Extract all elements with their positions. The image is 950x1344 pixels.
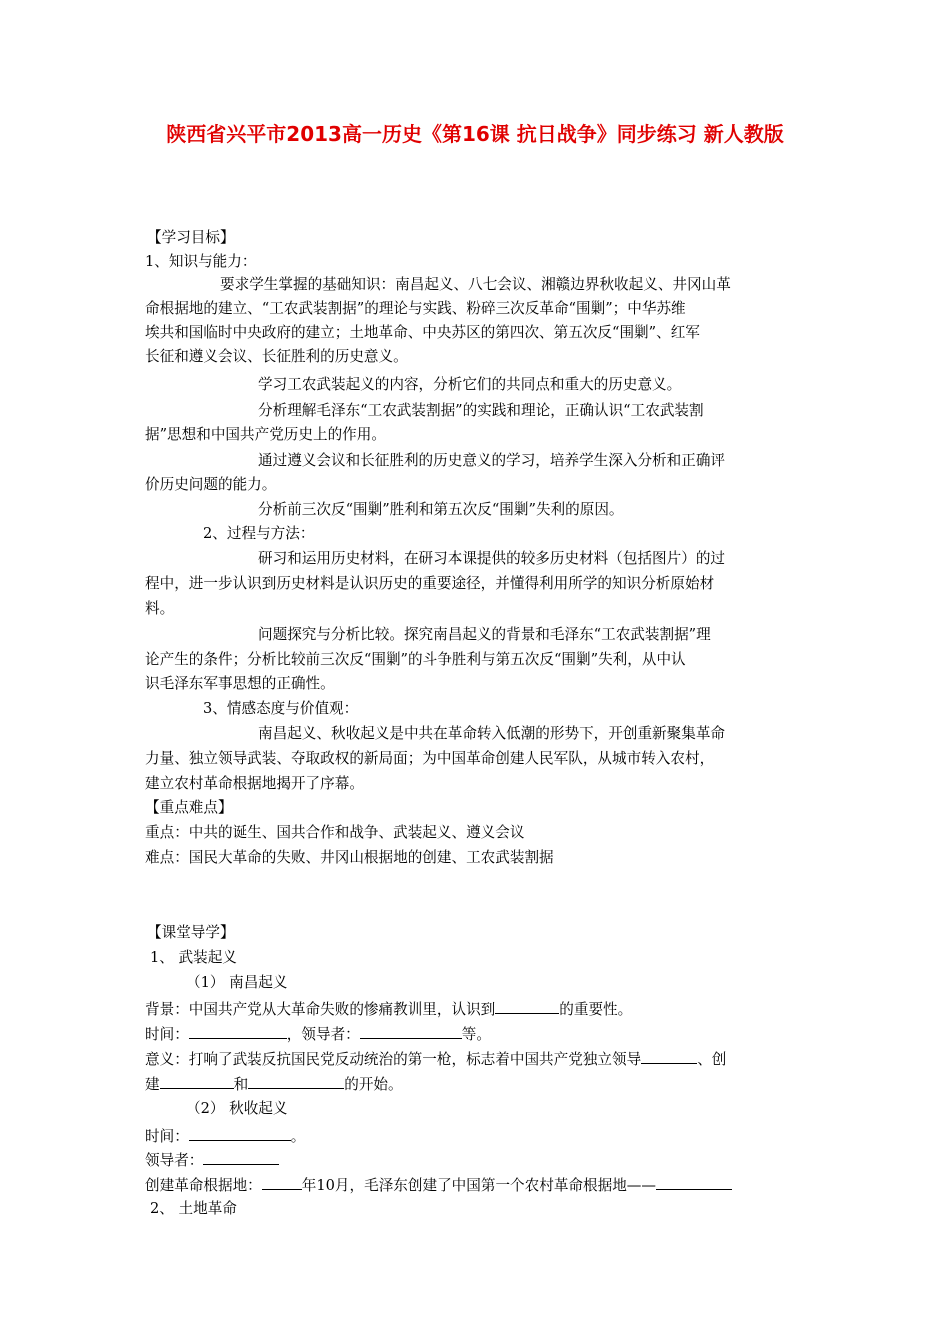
paragraph-line: 命根据地的建立、“工农武装割据”的理论与实践、粉碎三次反革命“围剿”；中华苏维	[145, 300, 686, 317]
fill-in-blank[interactable]	[189, 1023, 287, 1039]
exercise-autumn-time	[145, 1125, 305, 1147]
paragraph-line: 分析前三次反“围剿”胜利和第五次反“围剿”失利的原因。	[258, 501, 624, 518]
paragraph-line: 分析理解毛泽东“工农武装割据”的实践和理论，正确认识“工农武装割	[258, 402, 704, 419]
document-title: 陕西省兴平市2013高一历史《第16课 抗日战争》同步练习 新人教版	[166, 122, 784, 146]
topic-heading-nanchang: （1） 南昌起义	[186, 974, 288, 991]
section-heading-guide: 【课堂导学】	[147, 924, 235, 941]
exercise-background	[145, 998, 632, 1020]
exercise-autumn-leader	[145, 1149, 279, 1171]
fill-in-blank[interactable]	[656, 1174, 732, 1190]
topic-heading-armed-uprising: 1、 武装起义	[150, 949, 237, 966]
paragraph-line: 长征和遵义会议、长征胜利的历史意义。	[145, 348, 408, 365]
paragraph-line: 力量、独立领导武装、夺取政权的新局面；为中国革命创建人民军队，从城市转入农村，	[145, 750, 715, 767]
exercise-text: 创建革命根据地：	[145, 1177, 262, 1194]
fill-in-blank[interactable]	[203, 1149, 279, 1165]
exercise-text: 的开始。	[344, 1076, 403, 1093]
paragraph-line: 学习工农武装起义的内容，分析它们的共同点和重大的历史意义。	[258, 376, 682, 393]
paragraph-line: 问题探究与分析比较。探究南昌起义的背景和毛泽东“工农武装割据”理	[258, 626, 711, 643]
fill-in-blank[interactable]	[248, 1073, 344, 1089]
subheading-knowledge: 1、知识与能力：	[145, 253, 257, 270]
paragraph-line: 识毛泽东军事思想的正确性。	[145, 675, 335, 692]
paragraph-line: 埃共和国临时中央政府的建立；土地革命、中央苏区的第四次、第五次反“围剿”、红军	[145, 324, 700, 341]
topic-heading-land-revolution: 2、 土地革命	[150, 1200, 237, 1217]
exercise-text: 和	[233, 1076, 249, 1093]
topic-heading-autumn-harvest: （2） 秋收起义	[186, 1100, 288, 1117]
section-heading-key-points: 【重点难点】	[145, 799, 233, 816]
paragraph-line: 研习和运用历史材料，在研习本课提供的较多历史材料（包括图片）的过	[258, 550, 726, 567]
exercise-text: 等。	[461, 1026, 491, 1043]
fill-in-blank[interactable]	[360, 1023, 462, 1039]
paragraph-line: 料。	[145, 600, 175, 617]
exercise-text: 年10月，毛泽东创建了中国第一个农村革命根据地——	[301, 1177, 656, 1194]
paragraph-line: 论产生的条件；分析比较前三次反“围剿”的斗争胜利与第五次反“围剿”失利，从中认	[145, 651, 686, 668]
exercise-text: 、创	[697, 1051, 727, 1068]
section-heading-objectives: 【学习目标】	[147, 229, 235, 246]
exercise-text: 建	[145, 1076, 160, 1093]
exercise-text: ，领导者：	[286, 1026, 360, 1043]
exercise-significance	[145, 1048, 726, 1070]
fill-in-blank[interactable]	[641, 1048, 697, 1064]
subheading-process: 2、过程与方法：	[203, 525, 315, 542]
paragraph-line: 建立农村革命根据地揭开了序幕。	[145, 775, 364, 792]
paragraph-line: 价历史问题的能力。	[145, 476, 277, 493]
fill-in-blank[interactable]	[189, 1125, 291, 1141]
paragraph-line: 要求学生掌握的基础知识：南昌起义、八七会议、湘赣边界秋收起义、井冈山革	[220, 276, 731, 293]
difficulty-line: 难点：国民大革命的失败、井冈山根据地的创建、工农武装割据	[145, 849, 554, 866]
exercise-revolutionary-base	[145, 1174, 732, 1196]
exercise-significance-cont	[145, 1073, 403, 1095]
exercise-text: 时间：	[145, 1026, 189, 1043]
exercise-text: 意义：打响了武装反抗国民党反动统治的第一枪，标志着中国共产党独立领导	[145, 1051, 642, 1068]
fill-in-blank[interactable]	[160, 1073, 234, 1089]
paragraph-line: 南昌起义、秋收起义是中共在革命转入低潮的形势下，开创重新聚集革命	[258, 725, 726, 742]
exercise-text: 背景：中国共产党从大革命失败的惨痛教训里，认识到	[145, 1001, 496, 1018]
exercise-text: 。	[290, 1128, 306, 1145]
fill-in-blank[interactable]	[495, 998, 559, 1014]
exercise-time	[145, 1023, 491, 1045]
subheading-attitude: 3、情感态度与价值观：	[203, 700, 359, 717]
exercise-text: 的重要性。	[559, 1001, 633, 1018]
exercise-text: 领导者：	[145, 1152, 204, 1169]
fill-in-blank[interactable]	[262, 1174, 302, 1190]
key-point-line: 重点：中共的诞生、国共合作和战争、武装起义、遵义会议	[145, 824, 525, 841]
paragraph-line: 通过遵义会议和长征胜利的历史意义的学习，培养学生深入分析和正确评	[258, 452, 726, 469]
paragraph-line: 据”思想和中国共产党历史上的作用。	[145, 426, 386, 443]
paragraph-line: 程中，进一步认识到历史材料是认识历史的重要途径，并懂得利用所学的知识分析原始材	[145, 575, 715, 592]
exercise-text: 时间：	[145, 1128, 189, 1145]
